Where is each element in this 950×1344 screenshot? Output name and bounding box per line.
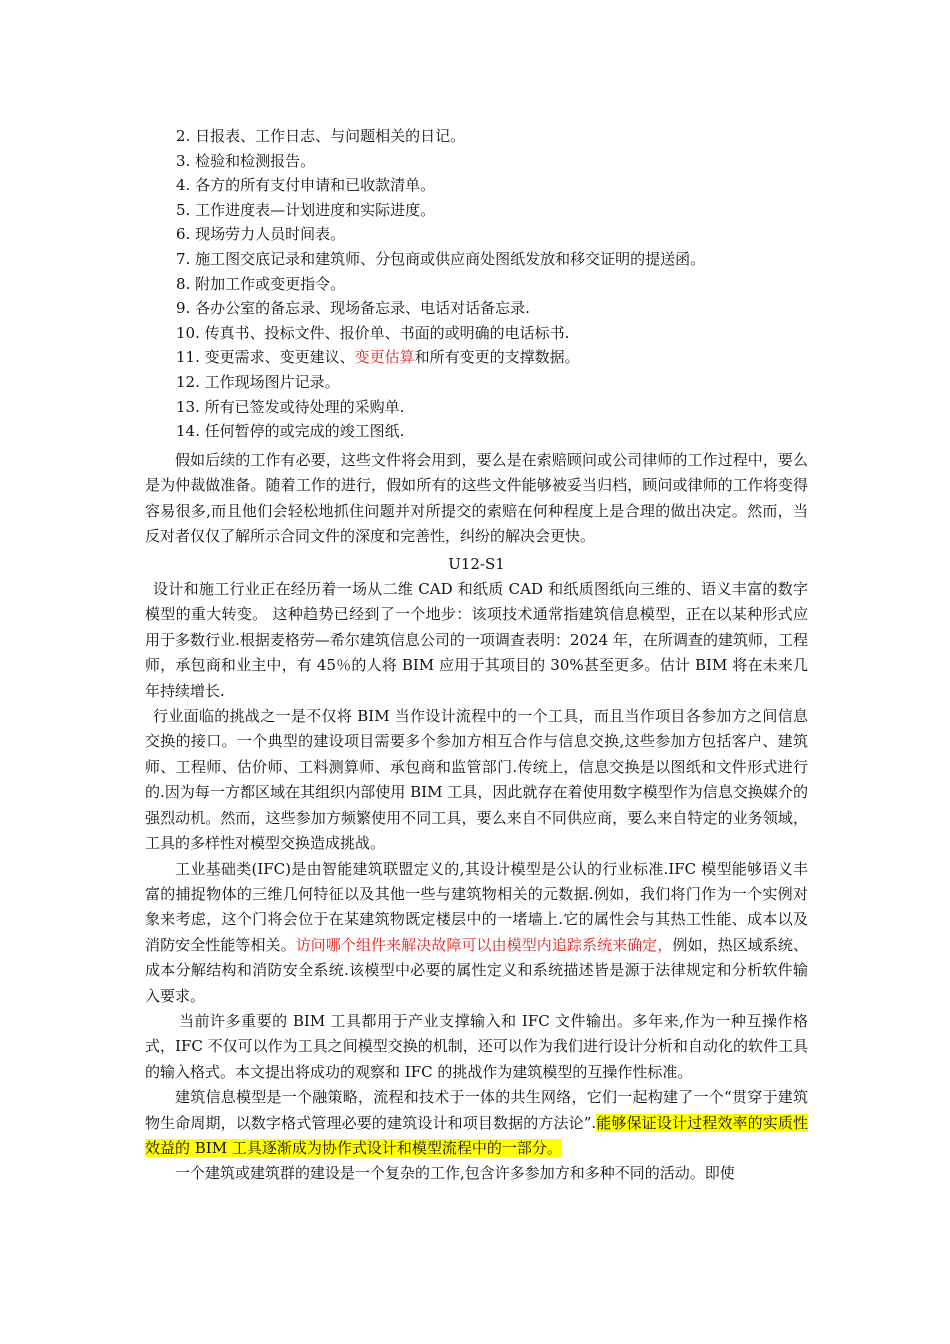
document-list bbox=[176, 124, 816, 444]
list-item: 2. 日报表、工作日志、与问题相关的日记。 bbox=[176, 127, 466, 145]
paragraph: 当前许多重要的 BIM 工具都用于产业支撑输入和 IFC 文件输出。多年来,作为一种互操作格式，IFC 不仅可以作为工具之间模型交换的机制，还可以作为我们进行设计分析和自动化的软件工具的输入格式。本文提出将成功的观察和 IFC 的挑战作为建筑模型的互操作性标准。 bbox=[145, 1011, 808, 1081]
paragraph-files: 假如后续的工作有必要，这些文件将会用到，要么是在索赔顾问或公司律师的工作过程中，要么是为仲裁做准备。随着工作的进行，假如所有的这些文件能够被妥当归档，顾问或律师的工作将变得容易很多,而且他们会轻松地抓住问题并对所提交的索赔在何种程度上是合理的做出决定。然而，当反对者仅仅了解所示合同文件的深度和完善性，纠纷的解决会更快。 bbox=[145, 451, 808, 546]
paragraph: 工业基础类(IFC)是由智能建筑联盟定义的,其设计模型是公认的行业标准.IFC 模型能够语义丰富的捕捉物体的三维几何特征以及其他一些与建筑物相关的元数据.例如，我们将门作为一个实例对象来考虑，这个门将会位于在某建筑物既定楼层中的一堵墙上.它的属性会与其热工性能、成本以及消防安全性能等相关。访问哪个组件来解决故障可以由模型内追踪系统来确定，例如，热区域系统、成本分解结构和消防安全系统.该模型中必要的属性定义和系统描述皆是源于法律规定和分析软件输入要求。 bbox=[145, 859, 808, 1005]
list-item: 9. 各办公室的备忘录、现场备忘录、电话对话备忘录. bbox=[176, 299, 530, 318]
list-item: 7. 施工图交底记录和建筑师、分包商或供应商处图纸发放和移交证明的提送函。 bbox=[176, 249, 706, 268]
red-text: 变更估算 bbox=[354, 348, 415, 367]
list-item: 14. 任何暂停的或完成的竣工图纸. bbox=[176, 422, 405, 441]
paragraph: 设计和施工行业正在经历着一场从二维 CAD 和纸质 CAD 和纸质图纸向三维的、语义丰富的数字模型的重大转变。 这种趋势已经到了一个地步：该项技术通常指建筑信息模型，正在以某种形式应用于多数行业.根据麦格劳—希尔建筑信息公司的一项调查表明：2024 年，在所调查的建筑师，工程师，承包商和业主中，有 45％的人将 BIM 应用于其项目的 30%甚至更多。估计 BIM 将在未来几年持续增长. bbox=[145, 580, 808, 700]
section-heading: U12-S1 bbox=[448, 554, 505, 573]
list-item: 10. 传真书、投标文件、报价单、书面的或明确的电话标书. bbox=[176, 323, 570, 342]
paragraph: 行业面临的挑战之一是不仅将 BIM 当作设计流程中的一个工具，而且当作项目各参加方之间信息交换的接口。一个典型的建设项目需要多个参加方相互合作与信息交换,这些参加方包括客户、建筑师、工程师、估价师、工料测算师、承包商和监管部门.传统上，信息交换是以图纸和文件形式进行的.因为每一方都区域在其组织内部使用 BIM 工具，因此就存在着使用数字模型作为信息交换媒介的强烈动机。然而，这些参加方频繁使用不同工具，要么来自不同供应商，要么来自特定的业务领域，工具的多样性对模型交换造成挑战。 bbox=[145, 707, 808, 853]
list-item: 4. 各方的所有支付申请和已收款清单。 bbox=[176, 176, 436, 195]
paragraph: 建筑信息模型是一个融策略，流程和技术于一体的共生网络，它们一起构建了一个“贯穿于建筑物生命周期，以数字格式管理必要的建筑设计和项目数据的方法论”.能够保证设计过程效率的实质性效益的 BIM 工具逐渐成为协作式设计和模型流程中的一部分。 bbox=[145, 1088, 808, 1157]
list-item: 12. 工作现场图片记录。 bbox=[176, 372, 340, 391]
list-item: 3. 检验和检测报告。 bbox=[176, 151, 316, 170]
red-text: 访问哪个组件来解决故障可以由模型内追踪系统来确定， bbox=[295, 935, 673, 954]
highlighted-text: 能够保证设计过程效率的实质性效益的 BIM 工具逐渐成为协作式设计和模型流程中的一部分。 bbox=[145, 1113, 808, 1157]
list-item: 11. 变更需求、变更建议、变更估算和所有变更的支撑数据。 bbox=[176, 348, 580, 367]
list-item: 13. 所有已签发或待处理的采购单. bbox=[176, 397, 405, 416]
list-item: 5. 工作进度表—计划进度和实际进度。 bbox=[176, 200, 436, 219]
document-body bbox=[145, 448, 808, 1187]
paragraph: 一个建筑或建筑群的建设是一个复杂的工作,包含许多参加方和多种不同的活动。即使 bbox=[175, 1164, 735, 1183]
list-item: 8. 附加工作或变更指令。 bbox=[176, 274, 346, 293]
list-item: 6. 现场劳力人员时间表。 bbox=[176, 225, 346, 244]
